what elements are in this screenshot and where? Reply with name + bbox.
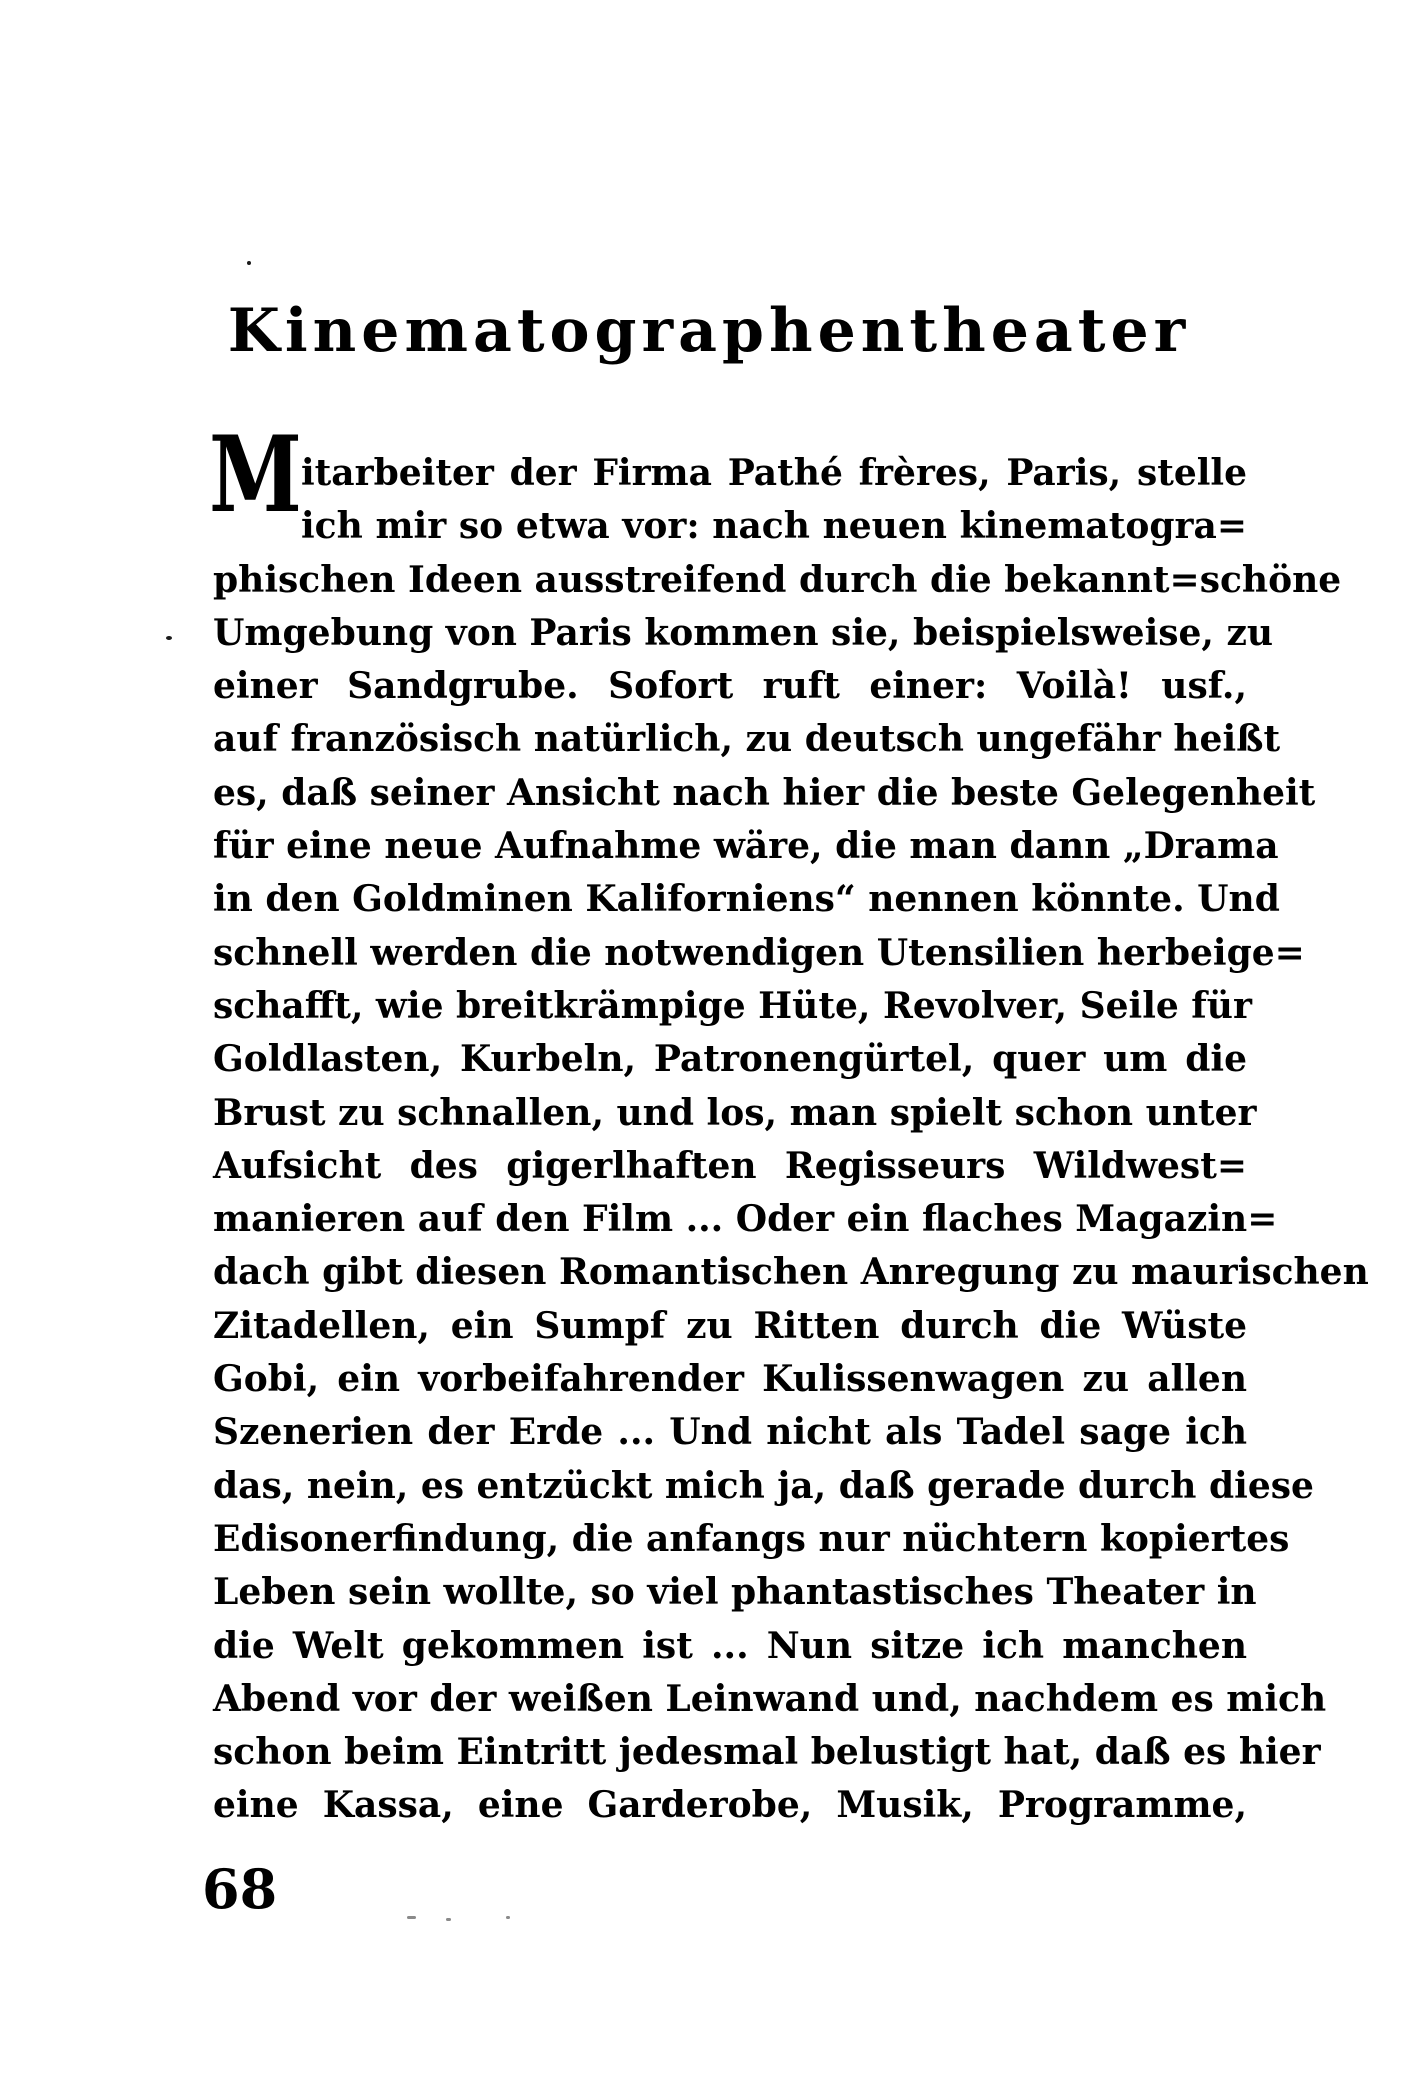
text-line: Abend vor der weißen Leinwand und, nachdem es mich [213,1677,1327,1720]
page-title: Kinematographentheater [227,296,1191,366]
text-line: Szenerien der Erde ... Und nicht als Tadel sage ich [213,1411,1247,1454]
text-line: Edisonerfindung, die anfangs nur nüchtern kopiertes [213,1517,1290,1560]
drop-cap: M [209,412,302,536]
text-line: die Welt gekommen ist ... Nun sitze ich manchen [213,1624,1247,1667]
text-line: Aufsicht des gigerlhaften Regisseurs Wildwest= [213,1144,1247,1187]
text-line: Zitadellen, ein Sumpf zu Ritten durch die Wüste [213,1304,1247,1347]
text-line: schon beim Eintritt jedesmal belustigt hat, daß es hier [213,1731,1321,1774]
text-line: manieren auf den Film ... Oder ein flaches Magazin= [213,1198,1278,1241]
scan-artifact-dot [407,1916,416,1919]
text-line: das, nein, es entzückt mich ja, daß gerade durch diese [213,1464,1314,1507]
text-line: schnell werden die notwendigen Utensilien herbeige= [213,931,1305,974]
text-line: schafft, wie breitkrämpige Hüte, Revolver, Seile für [213,984,1252,1027]
text-line: dach gibt diesen Romantischen Anregung zu maurischen [213,1251,1369,1294]
scan-artifact-dot [166,636,172,640]
text-line: auf französisch natürlich, zu deutsch ungefähr heißt [213,718,1281,761]
text-line: einer Sandgrube. Sofort ruft einer: Voilà! usf., [213,665,1247,708]
scan-artifact-dot [506,1916,510,1919]
text-line: Goldlasten, Kurbeln, Patronengürtel, quer um die [213,1038,1247,1081]
text-line: Leben sein wollte, so viel phantastisches Theater in [213,1571,1257,1614]
text-line: itarbeiter der Firma Pathé frères, Paris, stelle [301,452,1247,494]
text-line: für eine neue Aufnahme wäre, die man dann „Drama [213,825,1279,868]
text-line: ich mir so etwa vor: nach neuen kinematogra= [301,505,1247,548]
text-line: phischen Ideen ausstreifend durch die bekannt=schöne [213,558,1342,601]
body-text [209,412,1369,1833]
text-line: in den Goldminen Kaliforniens“ nennen könnte. Und [213,878,1280,921]
scan-artifact-dot [446,1918,451,1921]
text-line: eine Kassa, eine Garderobe, Musik, Programme, [213,1784,1247,1827]
text-line: Umgebung von Paris kommen sie, beispielsweise, zu [213,611,1274,654]
text-line: es, daß seiner Ansicht nach hier die beste Gelegenheit [213,771,1316,814]
text-line: Brust zu schnallen, und los, man spielt schon unter [213,1091,1257,1134]
scan-artifact-dot [247,261,251,265]
text-line: Gobi, ein vorbeifahrender Kulissenwagen zu allen [213,1358,1247,1401]
page-number: 68 [202,1857,278,1921]
